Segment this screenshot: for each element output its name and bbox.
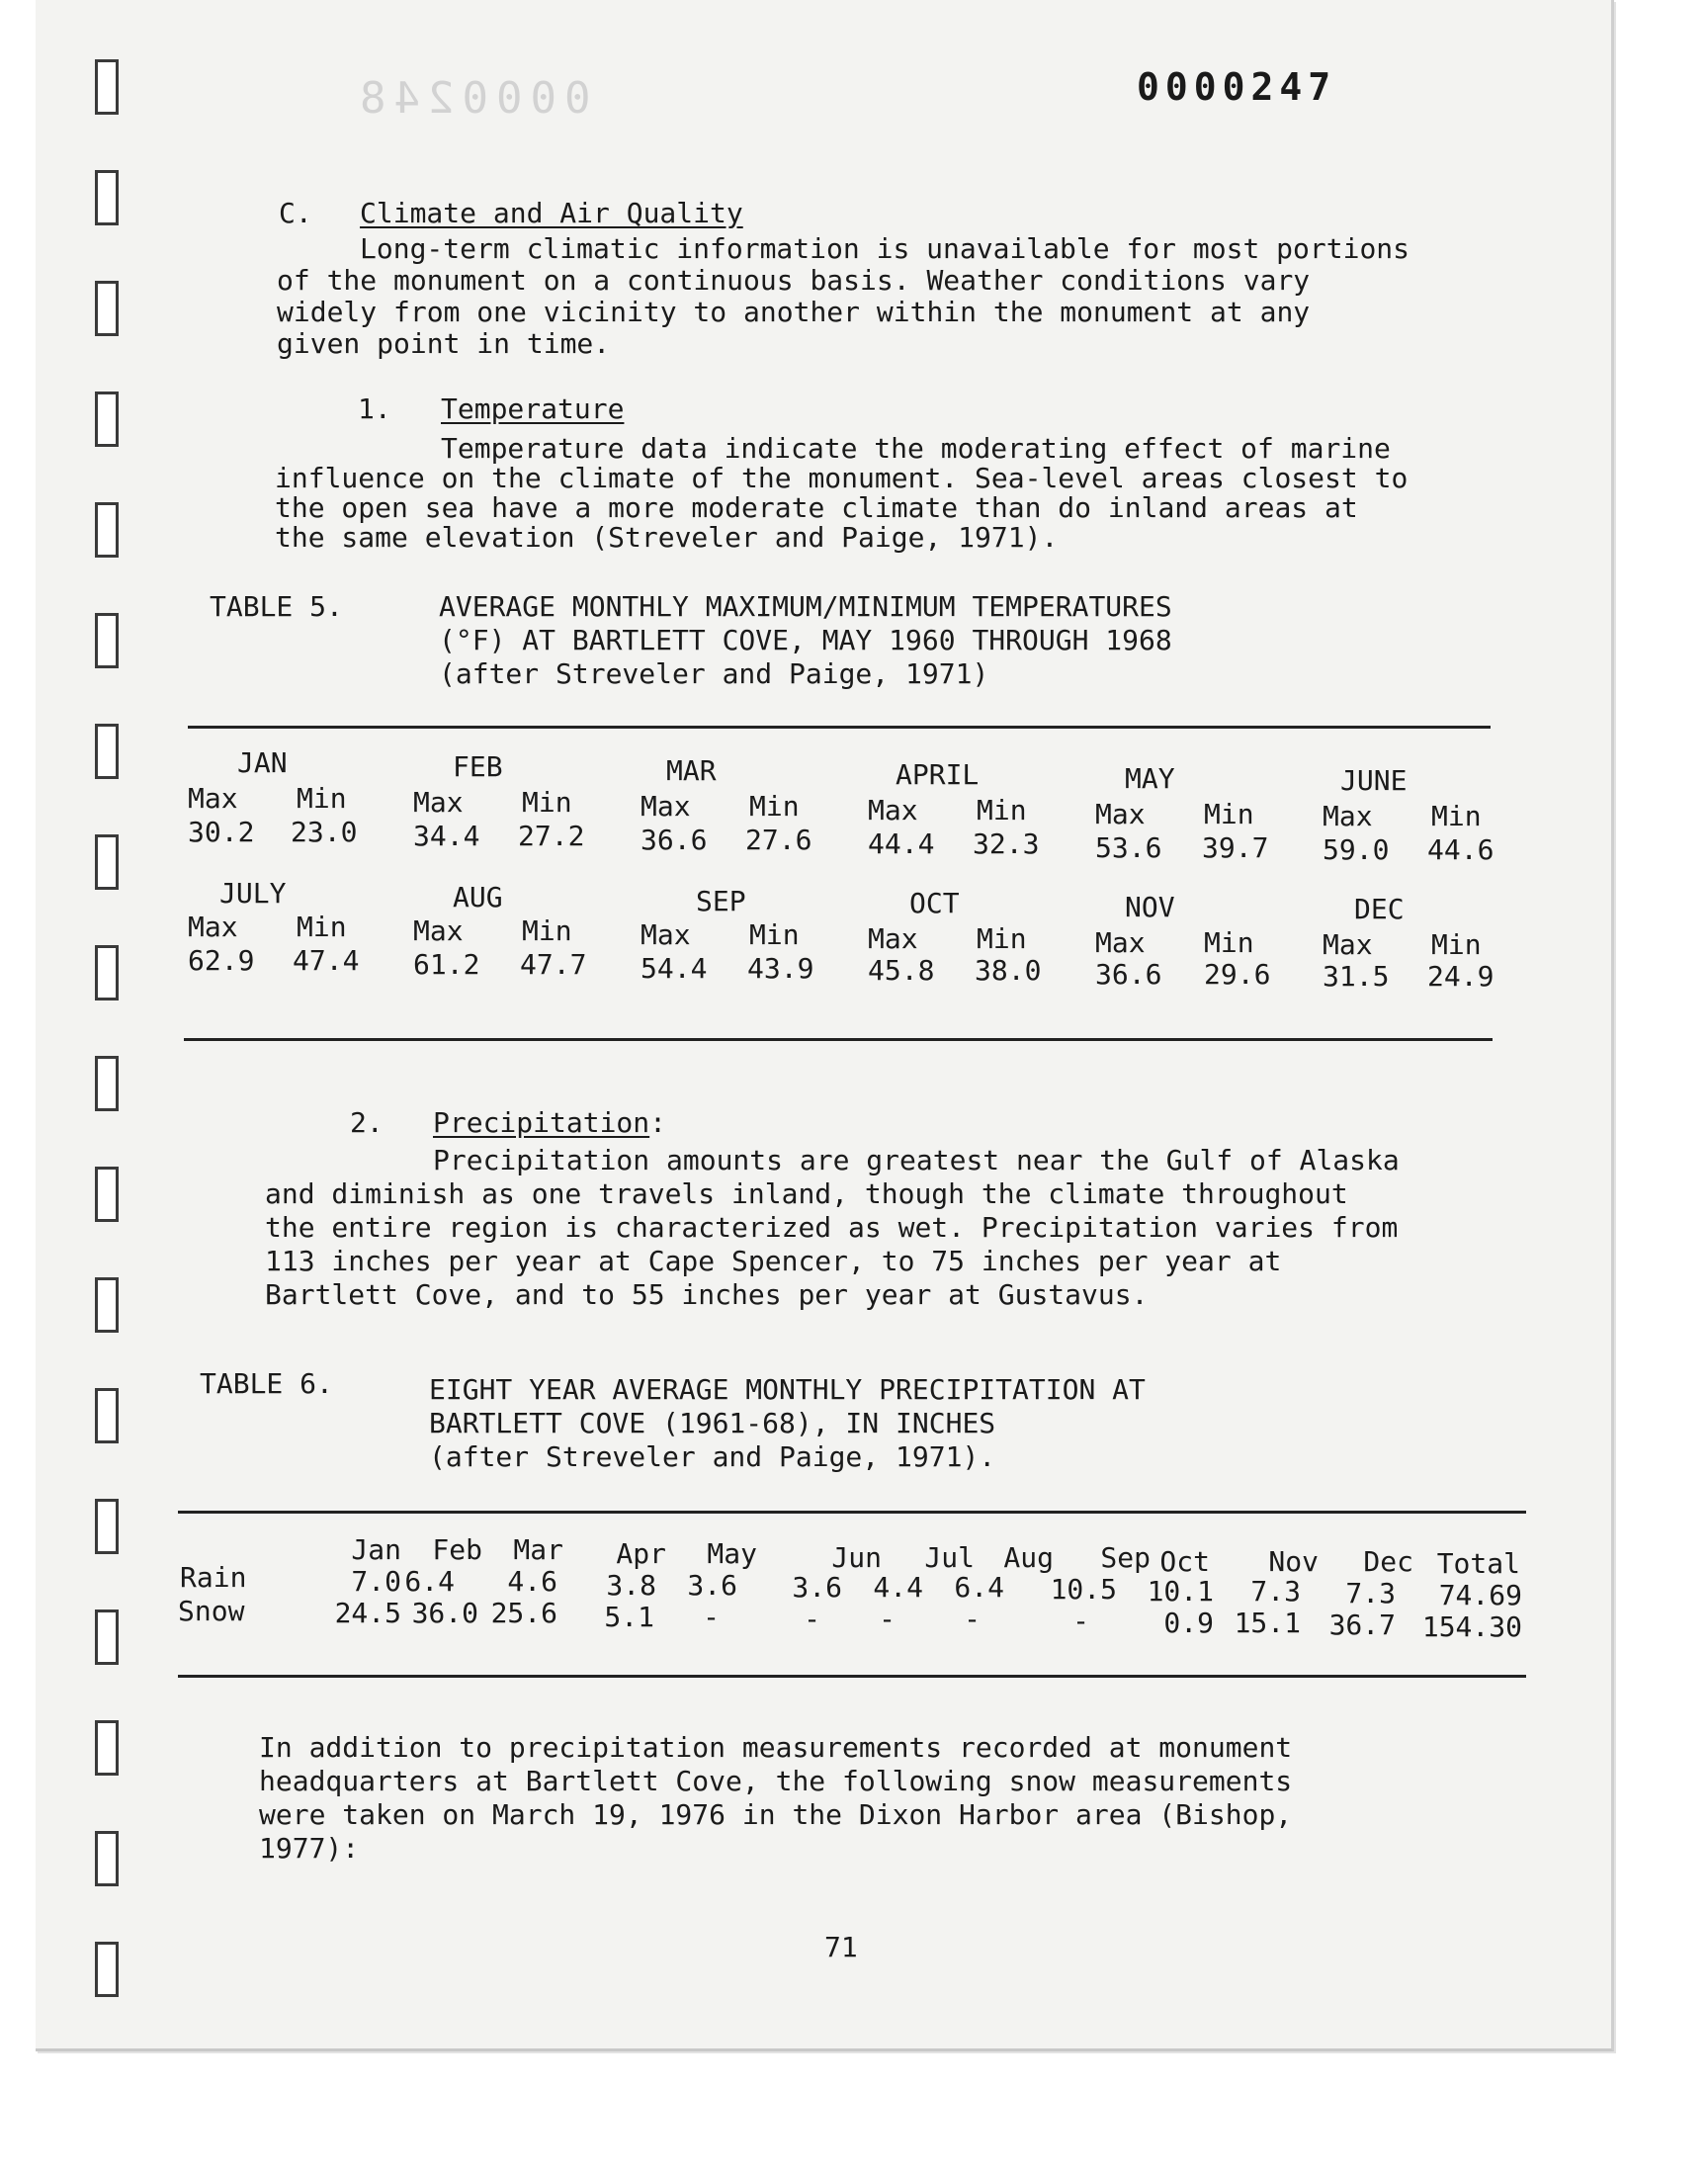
table-cell: 0.9 bbox=[1163, 1607, 1214, 1639]
paragraph-line: influence on the climate of the monument. Sea-level areas closest to bbox=[275, 462, 1409, 494]
table-cell: 7.3 bbox=[1250, 1575, 1301, 1608]
table5-title: AVERAGE MONTHLY MAXIMUM/MINIMUM TEMPERATURES bbox=[439, 590, 1172, 623]
month-label: DEC bbox=[1354, 893, 1405, 925]
page-number: 71 bbox=[824, 1931, 858, 1963]
min-value: 38.0 bbox=[975, 954, 1042, 987]
row-label: Rain bbox=[180, 1561, 247, 1594]
paragraph-line: the open sea have a more moderate climate than do inland areas at bbox=[275, 491, 1358, 524]
min-value: 43.9 bbox=[747, 952, 814, 985]
subsection-number: 1. bbox=[358, 392, 391, 425]
table6-label: TABLE 6. bbox=[200, 1367, 333, 1400]
paragraph-line: were taken on March 19, 1976 in the Dixon Harbor area (Bishop, bbox=[259, 1798, 1293, 1831]
max-value: 59.0 bbox=[1323, 833, 1390, 866]
column-header: Oct bbox=[1159, 1545, 1210, 1578]
paragraph-line: Temperature data indicate the moderating effect of marine bbox=[441, 432, 1391, 465]
column-header: Feb bbox=[432, 1533, 482, 1566]
max-header: Max bbox=[868, 922, 918, 955]
table6-title: EIGHT YEAR AVERAGE MONTHLY PRECIPITATION AT bbox=[429, 1373, 1146, 1406]
paragraph-line: given point in time. bbox=[277, 327, 611, 360]
table-cell: 4.4 bbox=[873, 1571, 923, 1604]
table-cell: 5.1 bbox=[604, 1601, 654, 1633]
max-value: 30.2 bbox=[188, 816, 255, 848]
column-header: May bbox=[707, 1537, 757, 1570]
min-value: 47.7 bbox=[520, 948, 587, 981]
table-cell: 3.6 bbox=[792, 1571, 842, 1604]
max-value: 34.4 bbox=[413, 820, 480, 852]
section-title: Climate and Air Quality bbox=[360, 197, 743, 229]
table-cell: 3.8 bbox=[606, 1569, 656, 1602]
binder-hole bbox=[95, 59, 119, 115]
subsection-title-colon: : bbox=[649, 1106, 667, 1139]
column-header: Sep bbox=[1100, 1541, 1151, 1574]
binder-hole bbox=[95, 1277, 119, 1333]
table-cell: 154.30 bbox=[1421, 1610, 1522, 1643]
min-header: Min bbox=[977, 922, 1027, 955]
binder-hole bbox=[95, 1499, 119, 1554]
column-header: Jan bbox=[351, 1533, 401, 1566]
section-letter: C. bbox=[279, 197, 312, 229]
table5-label: TABLE 5. bbox=[210, 590, 343, 623]
paragraph-line: the entire region is characterized as wet. Precipitation varies from bbox=[265, 1211, 1399, 1244]
month-label: JULY bbox=[219, 877, 287, 910]
paragraph-line: In addition to precipitation measurements recorded at monument bbox=[259, 1731, 1293, 1764]
min-header: Min bbox=[297, 911, 347, 943]
column-header: Jul bbox=[924, 1541, 975, 1574]
paragraph-line: widely from one vicinity to another within the monument at any bbox=[277, 296, 1311, 328]
month-label: NOV bbox=[1125, 891, 1175, 923]
max-header: Max bbox=[1323, 928, 1373, 961]
subsection-title: Temperature bbox=[441, 392, 625, 425]
min-value: 44.6 bbox=[1427, 833, 1494, 866]
max-header: Max bbox=[1323, 800, 1373, 832]
binder-hole bbox=[95, 1942, 119, 1997]
table-cell: 25.6 bbox=[490, 1597, 557, 1629]
table-rule bbox=[178, 1511, 1526, 1514]
binder-hole bbox=[95, 613, 119, 668]
binder-hole bbox=[95, 1610, 119, 1665]
table-cell: 10.1 bbox=[1147, 1575, 1214, 1608]
binder-hole bbox=[95, 1167, 119, 1222]
month-label: MAY bbox=[1125, 762, 1175, 795]
table-cell: 6.4 bbox=[404, 1565, 455, 1598]
paragraph-line: of the monument on a continuous basis. Weather conditions vary bbox=[277, 264, 1311, 297]
max-header: Max bbox=[413, 914, 464, 947]
bleed-through-number: 0000248 bbox=[352, 73, 591, 124]
min-header: Min bbox=[522, 914, 572, 947]
column-header: Dec bbox=[1363, 1545, 1413, 1578]
column-header: Total bbox=[1436, 1547, 1520, 1580]
max-value: 36.6 bbox=[1095, 958, 1162, 991]
table5-title: (°F) AT BARTLETT COVE, MAY 1960 THROUGH 1968 bbox=[439, 624, 1172, 656]
column-header: Jun bbox=[831, 1541, 882, 1574]
min-header: Min bbox=[1431, 928, 1482, 961]
binder-hole bbox=[95, 1720, 119, 1776]
max-header: Max bbox=[1095, 926, 1146, 959]
month-label: APRIL bbox=[896, 758, 980, 791]
paragraph-line: Bartlett Cove, and to 55 inches per year at Gustavus. bbox=[265, 1278, 1149, 1311]
max-header: Max bbox=[640, 790, 691, 823]
document-number: 0000247 bbox=[1137, 65, 1337, 109]
min-header: Min bbox=[1431, 800, 1482, 832]
binder-hole bbox=[95, 502, 119, 558]
paragraph-line: Precipitation amounts are greatest near the Gulf of Alaska bbox=[433, 1144, 1400, 1176]
subsection-number: 2. bbox=[350, 1106, 384, 1139]
paragraph-line: 1977): bbox=[259, 1832, 360, 1865]
max-value: 44.4 bbox=[868, 827, 935, 860]
min-value: 24.9 bbox=[1427, 960, 1494, 993]
table-cell: - bbox=[1072, 1605, 1089, 1637]
paragraph-line: the same elevation (Streveler and Paige, 1971). bbox=[275, 521, 1059, 554]
min-value: 39.7 bbox=[1202, 831, 1269, 864]
max-header: Max bbox=[640, 918, 691, 951]
table-cell: 3.6 bbox=[687, 1569, 737, 1602]
max-value: 36.6 bbox=[640, 824, 708, 856]
month-label: JUNE bbox=[1340, 764, 1408, 797]
binder-hole bbox=[95, 834, 119, 890]
row-label: Snow bbox=[178, 1595, 245, 1627]
month-label: JAN bbox=[237, 746, 288, 779]
column-header: Nov bbox=[1268, 1545, 1319, 1578]
month-label: OCT bbox=[909, 887, 960, 919]
max-value: 53.6 bbox=[1095, 831, 1162, 864]
paragraph-line: headquarters at Bartlett Cove, the following snow measurements bbox=[259, 1765, 1293, 1797]
table6-title: (after Streveler and Paige, 1971). bbox=[429, 1440, 996, 1473]
binder-hole bbox=[95, 945, 119, 1000]
month-label: AUG bbox=[453, 881, 503, 914]
table6-title: BARTLETT COVE (1961-68), IN INCHES bbox=[429, 1407, 996, 1439]
binder-hole bbox=[95, 724, 119, 779]
min-header: Min bbox=[749, 918, 800, 951]
table-cell: - bbox=[879, 1603, 896, 1635]
table-cell: 7.0 bbox=[351, 1565, 401, 1598]
max-value: 54.4 bbox=[640, 952, 708, 985]
min-header: Min bbox=[522, 786, 572, 819]
max-value: 61.2 bbox=[413, 948, 480, 981]
column-header: Aug bbox=[1003, 1541, 1054, 1574]
max-header: Max bbox=[188, 911, 238, 943]
table-cell: 10.5 bbox=[1050, 1573, 1117, 1606]
binder-hole bbox=[95, 1056, 119, 1111]
table-rule bbox=[184, 1038, 1493, 1041]
paragraph-line: 113 inches per year at Cape Spencer, to 75 inches per year at bbox=[265, 1245, 1282, 1277]
month-label: MAR bbox=[666, 754, 717, 787]
column-header: Mar bbox=[513, 1533, 563, 1566]
min-value: 29.6 bbox=[1204, 958, 1271, 991]
table5-title: (after Streveler and Paige, 1971) bbox=[439, 657, 989, 690]
min-value: 32.3 bbox=[973, 827, 1040, 860]
table-cell: - bbox=[964, 1603, 981, 1635]
max-header: Max bbox=[413, 786, 464, 819]
table-cell: - bbox=[703, 1601, 720, 1633]
binder-hole bbox=[95, 170, 119, 225]
min-value: 47.4 bbox=[293, 944, 360, 977]
paragraph-line: Long-term climatic information is unavailable for most portions bbox=[360, 232, 1410, 265]
table-cell: 24.5 bbox=[334, 1597, 401, 1629]
min-header: Min bbox=[1204, 926, 1254, 959]
min-header: Min bbox=[1204, 798, 1254, 830]
table-cell: - bbox=[804, 1603, 820, 1635]
subsection-title-text: Precipitation bbox=[433, 1106, 650, 1139]
max-value: 62.9 bbox=[188, 944, 255, 977]
min-header: Min bbox=[297, 782, 347, 815]
table-rule bbox=[178, 1675, 1526, 1678]
min-value: 27.6 bbox=[745, 824, 812, 856]
table-cell: 74.69 bbox=[1438, 1579, 1522, 1611]
table-cell: 4.6 bbox=[507, 1565, 557, 1598]
binder-hole bbox=[95, 392, 119, 447]
table-cell: 6.4 bbox=[954, 1571, 1004, 1604]
min-value: 23.0 bbox=[291, 816, 358, 848]
max-header: Max bbox=[1095, 798, 1146, 830]
max-value: 45.8 bbox=[868, 954, 935, 987]
binder-hole bbox=[95, 1388, 119, 1443]
table-cell: 7.3 bbox=[1345, 1577, 1396, 1610]
binder-hole bbox=[95, 1831, 119, 1886]
table-cell: 36.7 bbox=[1328, 1609, 1396, 1641]
month-label: FEB bbox=[453, 750, 503, 783]
min-header: Min bbox=[749, 790, 800, 823]
subsection-title bbox=[433, 1107, 666, 1139]
column-header: Apr bbox=[616, 1537, 666, 1570]
max-header: Max bbox=[188, 782, 238, 815]
max-header: Max bbox=[868, 794, 918, 826]
paragraph-line: and diminish as one travels inland, though the climate throughout bbox=[265, 1177, 1348, 1210]
month-label: SEP bbox=[696, 885, 746, 917]
table-cell: 36.0 bbox=[411, 1597, 478, 1629]
binder-hole bbox=[95, 281, 119, 336]
table-cell: 15.1 bbox=[1234, 1607, 1301, 1639]
min-header: Min bbox=[977, 794, 1027, 826]
min-value: 27.2 bbox=[518, 820, 585, 852]
table-rule bbox=[188, 726, 1491, 729]
max-value: 31.5 bbox=[1323, 960, 1390, 993]
